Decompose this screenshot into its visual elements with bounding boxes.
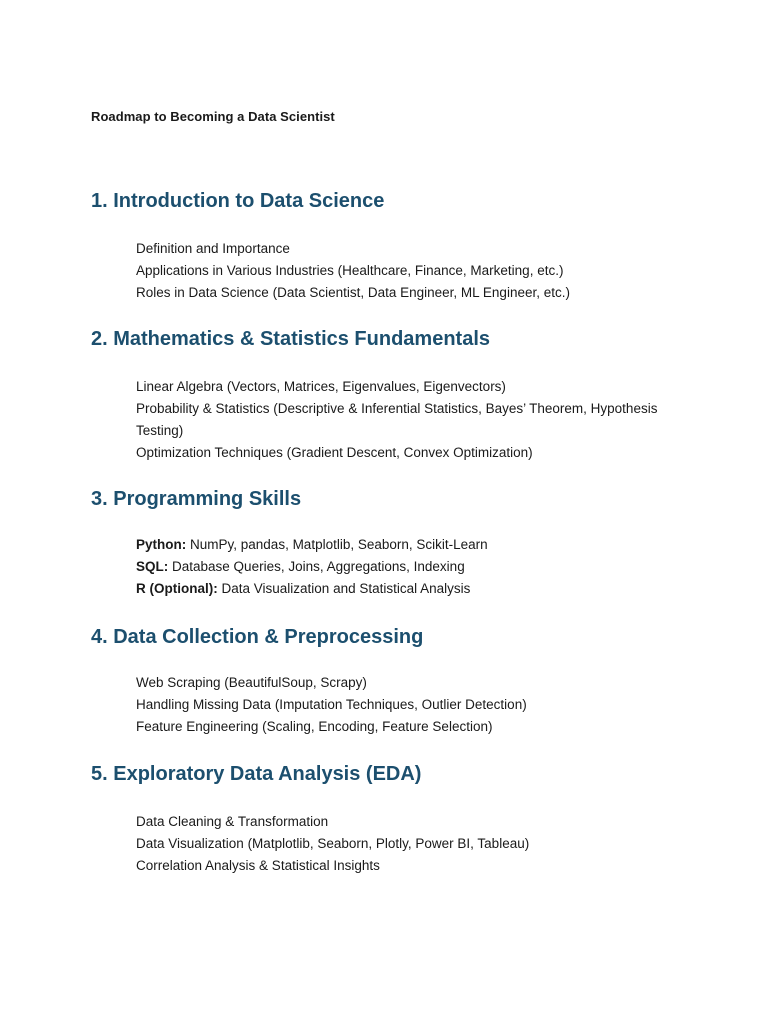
list-item <box>136 556 711 578</box>
item-text: Optimization Techniques (Gradient Descent, Convex Optimization) <box>136 445 533 460</box>
list-item <box>136 282 711 304</box>
item-label: R (Optional): <box>136 581 218 596</box>
section-heading: 1. Introduction to Data Science <box>91 190 385 212</box>
section-eda <box>91 761 711 877</box>
item-text: Applications in Various Industries (Healthcare, Finance, Marketing, etc.) <box>136 263 564 278</box>
list-item <box>136 238 711 260</box>
list-item <box>136 534 711 556</box>
section-heading: 2. Mathematics & Statistics Fundamentals <box>91 328 491 350</box>
item-text: Roles in Data Science (Data Scientist, Data Engineer, ML Engineer, etc.) <box>136 285 570 300</box>
item-text: Data Visualization and Statistical Analysis <box>221 581 471 596</box>
list-item <box>136 811 711 833</box>
item-text: Database Queries, Joins, Aggregations, Indexing <box>172 559 465 574</box>
item-text: Data Cleaning & Transformation <box>136 814 329 829</box>
list-item <box>136 672 711 694</box>
item-text: Handling Missing Data (Imputation Techniques, Outlier Detection) <box>136 697 527 712</box>
list-item <box>136 260 711 282</box>
item-text: Feature Engineering (Scaling, Encoding, Feature Selection) <box>136 719 493 734</box>
section-heading: 4. Data Collection & Preprocessing <box>91 626 424 648</box>
list-item <box>136 716 711 738</box>
item-text: Probability & Statistics (Descriptive & Inferential Statistics, Bayes’ Theorem, Hypothesis Testing) <box>136 401 658 438</box>
list-item <box>136 694 711 716</box>
section-items <box>91 534 711 600</box>
list-item <box>136 578 711 600</box>
section-items <box>91 376 676 464</box>
list-item <box>136 442 676 464</box>
section-heading: 5. Exploratory Data Analysis (EDA) <box>91 763 422 785</box>
item-text: NumPy, pandas, Matplotlib, Seaborn, Scikit-Learn <box>190 537 488 552</box>
list-item <box>136 833 711 855</box>
section-items <box>91 238 711 304</box>
item-text: Definition and Importance <box>136 241 290 256</box>
section-introduction <box>91 188 711 304</box>
section-items <box>91 672 711 738</box>
list-item <box>136 376 676 398</box>
section-data-collection <box>91 624 711 738</box>
item-label: SQL: <box>136 559 169 574</box>
section-heading: 3. Programming Skills <box>91 488 302 510</box>
item-text: Correlation Analysis & Statistical Insights <box>136 858 380 873</box>
item-text: Web Scraping (BeautifulSoup, Scrapy) <box>136 675 367 690</box>
item-text: Linear Algebra (Vectors, Matrices, Eigenvalues, Eigenvectors) <box>136 379 506 394</box>
item-label: Python: <box>136 537 187 552</box>
section-items <box>91 811 711 877</box>
item-text: Data Visualization (Matplotlib, Seaborn, Plotly, Power BI, Tableau) <box>136 836 530 851</box>
section-programming <box>91 486 711 600</box>
list-item <box>136 855 711 877</box>
list-item <box>136 398 676 442</box>
section-math-statistics <box>91 326 711 464</box>
document-title: Roadmap to Becoming a Data Scientist <box>91 109 335 124</box>
